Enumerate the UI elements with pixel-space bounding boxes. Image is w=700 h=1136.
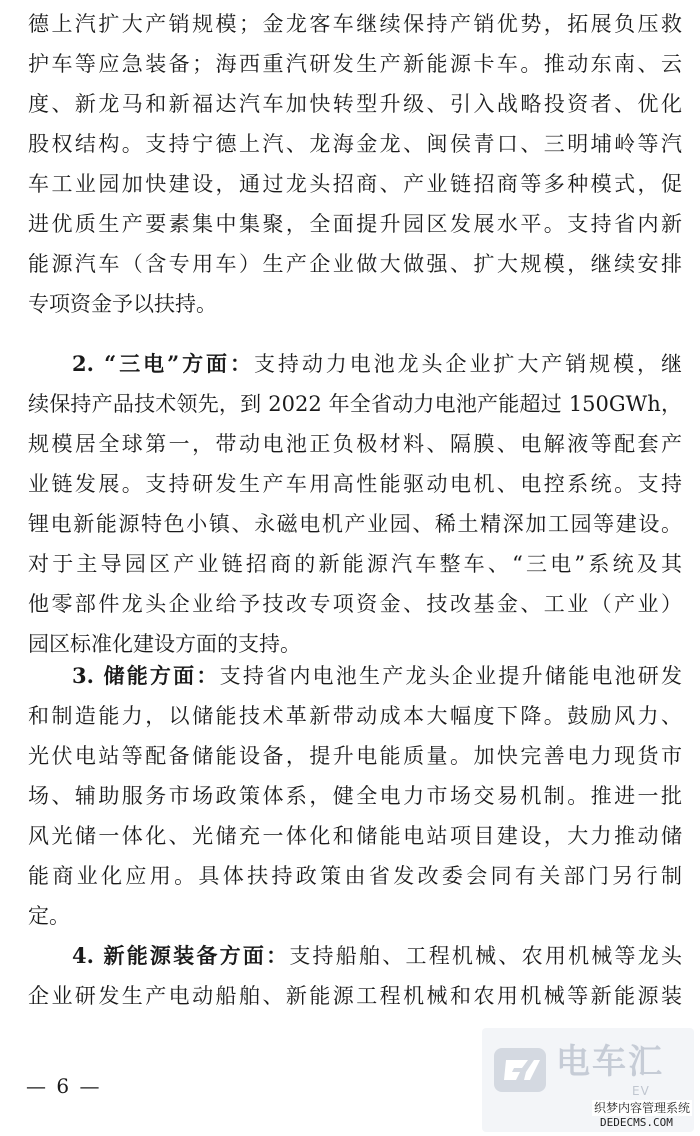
text-line: 能商业化应用。具体扶持政策由省发改委会同有关部门另行制	[28, 864, 682, 888]
watermark-sub-brand: EV	[632, 1084, 650, 1098]
text-line: 场、辅助服务市场政策体系，健全电力市场交易机制。推进一批	[28, 784, 682, 808]
text-line: 风光储一体化、光储充一体化和储能电站项目建设，大力推动储	[28, 824, 682, 848]
text-line	[28, 344, 682, 384]
text-line: 德上汽扩大产销规模；金龙客车继续保持产销优势，拓展负压救	[28, 12, 682, 36]
watermark	[482, 1028, 694, 1132]
paragraph-energy-storage	[28, 656, 682, 936]
section-heading: 3. 储能方面：	[72, 663, 220, 688]
text-line: 车工业园加快建设，通过龙头招商、产业链招商等多种模式，促	[28, 172, 682, 196]
text-line: 股权结构。支持宁德上汽、龙海金龙、闽侯青口、三明埔岭等汽	[28, 132, 682, 156]
text-line	[28, 656, 682, 696]
watermark-brand: 电车汇	[556, 1042, 664, 1082]
text-line: 规模居全球第一，带动电池正负极材料、隔膜、电解液等配套产	[28, 432, 682, 456]
text-line: 进优质生产要素集中集聚，全面提升园区发展水平。支持省内新	[28, 212, 682, 236]
text-line: 护车等应急装备；海西重汽研发生产新能源卡车。推动东南、云	[28, 52, 682, 76]
section-heading: 4. 新能源装备方面：	[72, 943, 290, 968]
text-line: 他零部件龙头企业给予技改专项资金、技改基金、工业（产业）	[28, 592, 682, 616]
paragraph-three-electric	[28, 344, 682, 664]
text-line: 和制造能力，以储能技术革新带动成本大幅度下降。鼓励风力、	[28, 704, 682, 728]
ev-logo-icon	[492, 1042, 548, 1098]
paragraph-continued	[28, 4, 682, 324]
text-span: 支持船舶、工程机械、农用机械等龙头	[289, 944, 682, 968]
text-line: 度、新龙马和新福达汽车加快转型升级、引入战略投资者、优化	[28, 92, 682, 116]
text-line: 业链发展。支持研发生产车用高性能驱动电机、电控系统。支持	[28, 472, 682, 496]
text-span: 支持动力电池龙头企业扩大产销规模，继	[253, 352, 682, 376]
text-line: 定。	[28, 904, 70, 928]
text-line: 企业研发生产电动船舶、新能源工程机械和农用机械等新能源装	[28, 984, 682, 1008]
paragraph-new-energy-equipment	[28, 936, 682, 1016]
section-heading: 2. “三电”方面：	[72, 351, 254, 376]
text-span: 支持省内电池生产龙头企业提升储能电池研发	[219, 664, 682, 688]
text-line	[28, 936, 682, 976]
text-line: 锂电新能源特色小镇、永磁电机产业园、稀土精深加工园等建设。	[28, 512, 682, 536]
text-line: 专项资金予以扶持。	[28, 292, 217, 316]
watermark-cms-url: DEDECMS.COM	[600, 1116, 673, 1129]
watermark-cms-label: 织梦内容管理系统	[594, 1101, 691, 1115]
page-number: — 6 —	[26, 1074, 102, 1098]
text-line: 能源汽车（含专用车）生产企业做大做强、扩大规模，继续安排	[28, 252, 682, 276]
text-line: 园区标准化建设方面的支持。	[28, 632, 301, 656]
text-line: 对于主导园区产业链招商的新能源汽车整车、“三电”系统及其	[28, 552, 682, 576]
text-line: 光伏电站等配备储能设备，提升电能质量。加快完善电力现货市	[28, 744, 682, 768]
text-line: 续保持产品技术领先，到 2022 年全省动力电池产能超过 150GWh，	[28, 392, 682, 416]
